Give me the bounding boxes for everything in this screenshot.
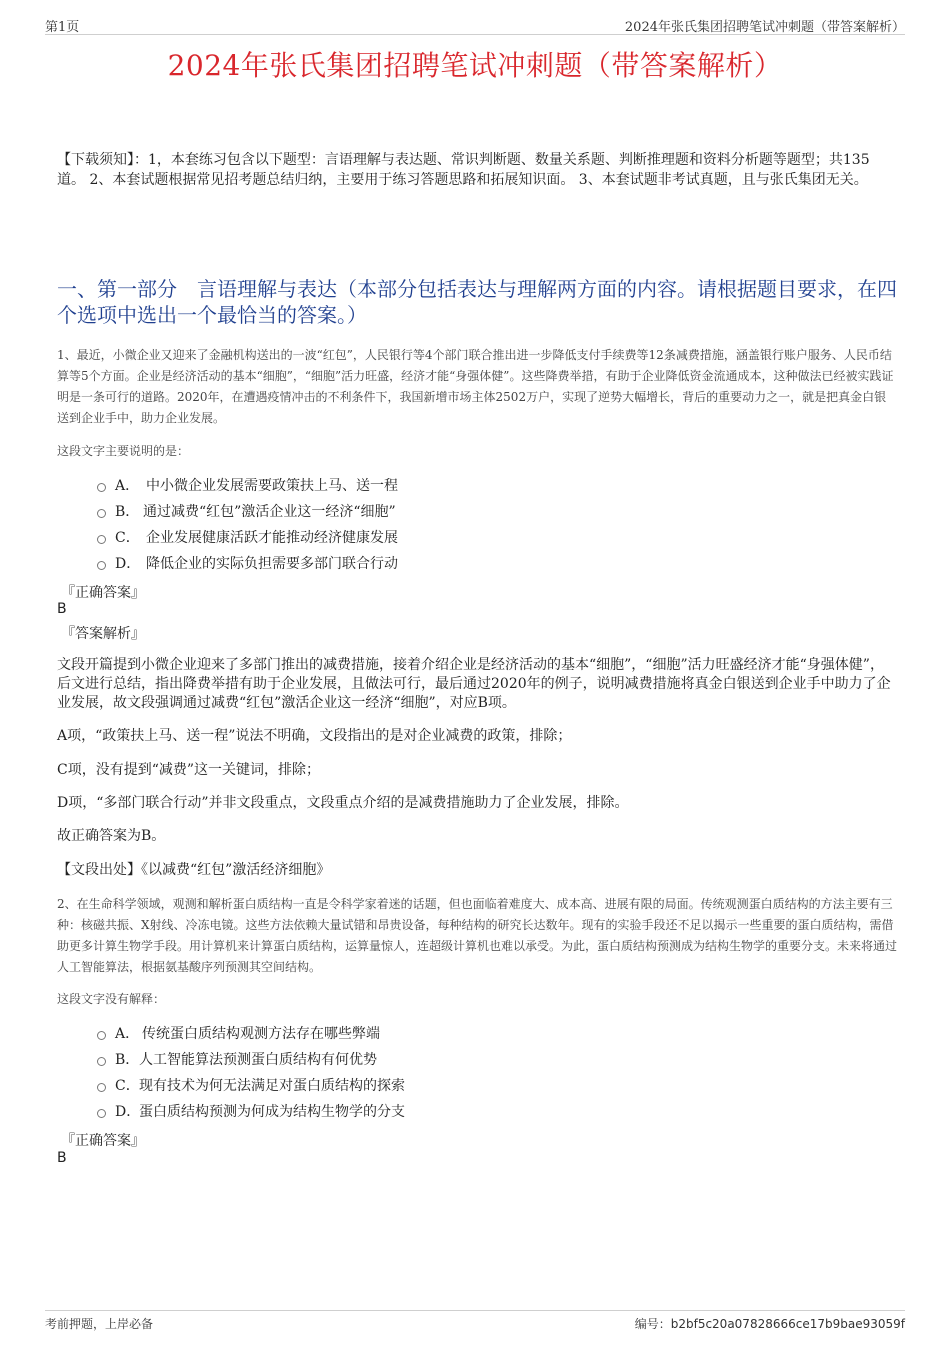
q2-answer-label: 『正确答案』	[61, 1133, 145, 1149]
q2-option-b[interactable]: B． 人工智能算法预测蛋白质结构有何优势	[97, 1047, 857, 1073]
footer-slogan: 考前押题，上岸必备	[45, 1317, 154, 1331]
question-1-prompt: 这段文字主要说明的是：	[57, 444, 190, 458]
q1-option-d[interactable]: D． 降低企业的实际负担需要多部门联合行动	[97, 551, 857, 577]
radio-icon[interactable]	[97, 483, 106, 492]
question-2-prompt: 这段文字没有解释：	[57, 992, 166, 1006]
download-notice: 【下载须知】：1，本套练习包含以下题型：言语理解与表达题、常识判断题、数量关系题、判断推理题和资料分析题等题型；共135道。 2、本套试题根据常见招考题总结归纳，主要用于练习答题思路和拓展知识面。 3、本套试题非考试真题，且与张氏集团无关。	[57, 152, 870, 188]
q2-option-c[interactable]: C． 现有技术为何无法满足对蛋白质结构的探索	[97, 1073, 857, 1099]
question-2-stem: 2、在生命科学领域，观测和解析蛋白质结构一直是令科学家着迷的话题，但也面临着难度大、成本高、进展有限的局面。传统观测蛋白质结构的方法主要有三种：核磁共振、X射线、冷冻电镜。这些方法依赖大量试错和昂贵设备，每种结构的研究长达数年。现有的实验手段还不足以揭示一些重要的蛋白质结构，需借助更多计算生物学手段。用计算机来计算蛋白质结构，运算量惊人，连超级计算机也难以承受。为此，蛋白质结构预测成为结构生物学的重要分支。未来将通过人工智能算法，根据氨基酸序列预测其空间结构。	[57, 897, 898, 974]
page-header	[45, 14, 905, 35]
q1-option-a[interactable]: A． 中小微企业发展需要政策扶上马、送一程	[97, 473, 857, 499]
footer-code-label: 编号：	[634, 1317, 671, 1331]
page-number: 第1页	[45, 20, 80, 35]
q1-answer-label: 『正确答案』	[61, 585, 145, 601]
document-title: 2024年张氏集团招聘笔试冲刺题（带答案解析）	[167, 49, 783, 82]
footer-code	[635, 1315, 905, 1332]
q1-source: 【文段出处】《以减费“红包”激活经济细胞》	[57, 862, 331, 878]
question-1-options	[97, 473, 857, 577]
q1-analysis-c: C项，没有提到“减费”这一关键词，排除；	[57, 762, 321, 778]
q1-answer: B	[57, 601, 67, 617]
section-heading	[57, 276, 897, 328]
page-footer	[45, 1310, 905, 1333]
q1-analysis-conclusion: 故正确答案为B。	[57, 828, 166, 844]
radio-icon[interactable]	[97, 1031, 106, 1040]
radio-icon[interactable]	[97, 561, 106, 570]
radio-icon[interactable]	[97, 535, 106, 544]
radio-icon[interactable]	[97, 509, 106, 518]
q1-option-c[interactable]: C． 企业发展健康活跃才能推动经济健康发展	[97, 525, 857, 551]
radio-icon[interactable]	[97, 1083, 106, 1092]
q2-option-d[interactable]: D． 蛋白质结构预测为何成为结构生物学的分支	[97, 1099, 857, 1125]
section-part: 一、第一部分	[57, 277, 177, 301]
question-1-stem: 1、最近，小微企业又迎来了金融机构送出的一波“红包”，人民银行等4个部门联合推出进一步降低支付手续费等12条减费措施，涵盖银行账户服务、人民币结算等5个方面。企业是经济活动的基本“细胞”，“细胞”活力旺盛，经济才能“身强体健”。这些降费举措，有助于企业降低资金流通成本，这种做法已经被实践证明是一条可行的道路。2020年，在遭遇疫情冲击的不利条件下，我国新增市场主体2502万户，实现了逆势大幅增长，背后的重要动力之一，就是把真金白银送到企业手中，助力企业发展。	[57, 348, 894, 425]
q2-option-a[interactable]: A． 传统蛋白质结构观测方法存在哪些弊端	[97, 1021, 857, 1047]
q1-analysis-d: D项，“多部门联合行动”并非文段重点，文段重点介绍的是减费措施助力了企业发展，排除。	[57, 795, 629, 811]
header-doc-title: 2024年张氏集团招聘笔试冲刺题（带答案解析）	[624, 20, 905, 35]
question-2-options	[97, 1021, 857, 1125]
q2-answer: B	[57, 1150, 67, 1166]
footer-code-value: b2bf5c20a07828666ce17b9bae93059f	[670, 1317, 905, 1331]
q1-option-b[interactable]: B． 通过减费“红包”激活企业这一经济“细胞”	[97, 499, 857, 525]
q1-analysis-main: 文段开篇提到小微企业迎来了多部门推出的减费措施，接着介绍企业是经济活动的基本“细胞”，“细胞”活力旺盛经济才能“身强体健”，后文进行总结，指出降费举措有助于企业发展，且做法可行，最后通过2020年的例子，说明减费措施将真金白银送到企业手中助力了企业发展，故文段强调通过减费“红包”激活企业这一经济“细胞”，对应B项。	[57, 657, 891, 711]
radio-icon[interactable]	[97, 1057, 106, 1066]
q1-analysis-a: A项，“政策扶上马、送一程”说法不明确，文段指出的是对企业减费的政策，排除；	[57, 728, 572, 744]
q1-analysis-label: 『答案解析』	[61, 626, 145, 642]
radio-icon[interactable]	[97, 1109, 106, 1118]
section-description: 言语理解与表达（本部分包括表达与理解两方面的内容。请根据题目要求，在四个选项中选出一个最恰当的答案。）	[57, 277, 897, 327]
